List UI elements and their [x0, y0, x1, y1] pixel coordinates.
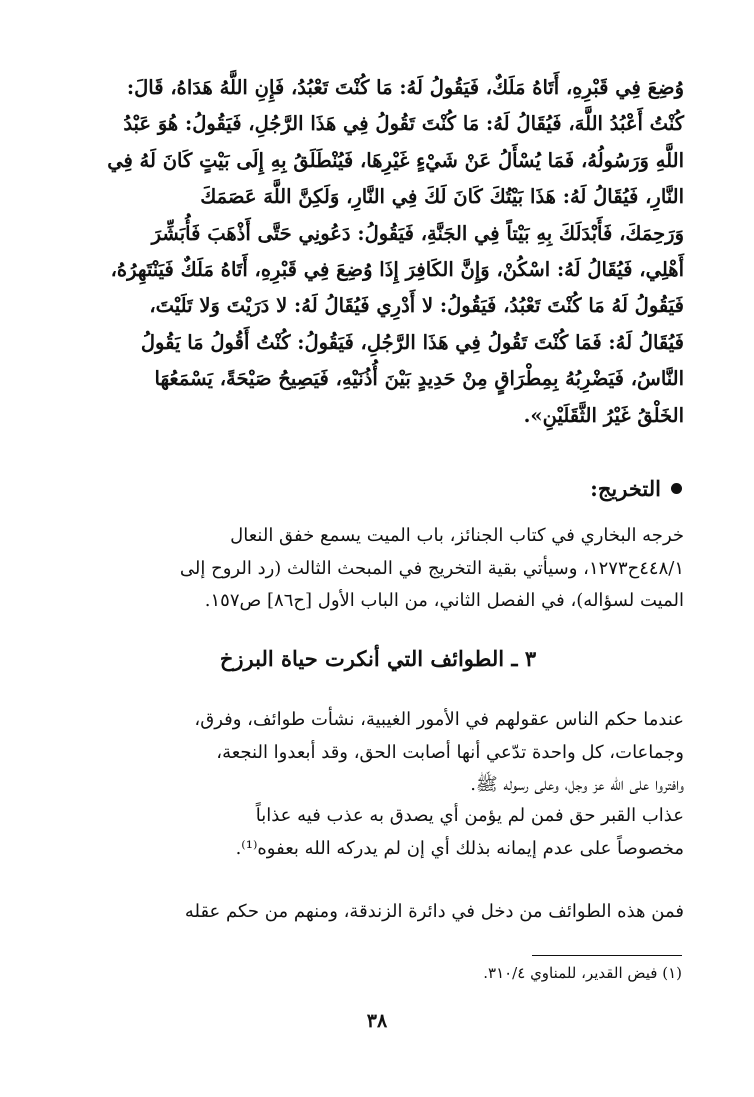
takhrij-heading-label: التخريج:	[590, 476, 661, 501]
hadith-line: النَّاسُ، فَيَضْرِبُهُ بِمِطْرَاقٍ مِنْ حَدِيدٍ بَيْنَ أُذُنَيْهِ، فَيَصِيحُ صَيْحَةً، يَسْمَعُهَا	[154, 367, 684, 391]
paragraph-line: وجماعات، كل واحدة تدّعي أنها أصابت الحق، وقد أبعدوا النجعة،	[216, 741, 684, 763]
takhrij-heading	[590, 476, 682, 501]
hadith-line: وَرَحِمَكَ، فَأَبْدَلَكَ بِهِ بَيْتاً فِي الجَنَّةِ، فَيَقُولُ: دَعُونِي حَتَّى أَذْهَبَ فَأُبَشِّرَ	[151, 221, 684, 245]
footnote-divider	[532, 955, 682, 956]
hadith-line: وُضِعَ فِي قَبْرِهِ، أَتَاهُ مَلَكٌ، فَيَقُولُ لَهُ: مَا كُنْتَ تَعْبُدُ، فَإِنِ اللَّهُ هَدَاهُ، قَالَ:	[126, 76, 684, 99]
takhrij-line: خرجه البخاري في كتاب الجنائز، باب الميت يسمع خفق النعال	[230, 525, 684, 546]
takhrij-line: الميت لسؤاله)، في الفصل الثاني، من الباب الأول [ح٨٦] ص١٥٧.	[204, 590, 684, 611]
paragraph-line: مخصوصاً على عدم إيمانه بذلك أي إن لم يدركه الله بعفوه⁽¹⁾.	[235, 837, 684, 859]
hadith-line: فَيَقُولُ لَهُ مَا كُنْتَ تَعْبُدُ، فَيَقُولُ: لا أَدْرِي فَيُقَالُ لَهُ: لا دَرَيْتَ وَلا تَلَيْتَ،	[149, 294, 684, 318]
hadith-line: فَيُقَالُ لَهُ: فَمَا كُنْتَ تَقُولُ فِي هَذَا الرَّجُلِ، فَيَقُولُ: كُنْتُ أَقُولُ مَا يَقُولُ	[140, 330, 684, 354]
hadith-line: النَّارِ، فَيُقَالُ لَهُ: هَذَا بَيْتُكَ كَانَ لَكَ فِي النَّارِ، وَلَكِنَّ اللَّهَ عَصَمَكَ	[200, 185, 684, 209]
paragraph-line: عذاب القبر حق فمن لم يؤمن أي يصدق به عذب فيه عذاباً	[255, 805, 684, 826]
paragraph	[72, 800, 684, 865]
hadith-line: كُنْتُ أَعْبُدُ اللَّهَ، فَيُقَالُ لَهُ: مَا كُنْتَ تَقُولُ فِي هَذَا الرَّجُلِ، فَيَقُولُ: هُوَ عَبْدُ	[123, 112, 684, 136]
page-number: ٣٨	[366, 1010, 388, 1032]
footnote: (١) فيض القدير، للمناوي ٣١٠/٤.	[483, 964, 682, 982]
paragraph-line: وافتروا على الله عز وجل، وعلى رسوله ﷺ.	[470, 774, 684, 795]
takhrij-text	[72, 520, 684, 618]
hadith-line: أَهْلِي، فَيُقَالُ لَهُ: اسْكُنْ، وَإِنَّ الكَافِرَ إِذَا وُضِعَ فِي قَبْرِهِ، أَتَاهُ مَلَكٌ فَيَنْتَهِرُهُ،	[110, 258, 684, 282]
paragraph-line: عندما حكم الناس عقولهم في الأمور الغيبية، نشأت طوائف، وفرق،	[194, 709, 684, 730]
hadith-line: اللَّهِ وَرَسُولُهُ، فَمَا يُسْأَلُ عَنْ شَيْءٍ غَيْرِهَا، فَيُنْطَلَقُ بِهِ إِلَى بَيْتٍ كَانَ لَهُ فِي	[107, 148, 684, 172]
paragraph	[72, 896, 684, 929]
bullet-icon	[671, 483, 682, 494]
hadith-line: الخَلْقُ غَيْرُ الثَّقَلَيْنِ».	[523, 403, 684, 427]
hadith-text	[72, 70, 684, 434]
paragraph-line: فمن هذه الطوائف من دخل في دائرة الزندقة، ومنهم من حكم عقله	[184, 901, 684, 922]
takhrij-line: ٤٤٨/١ح١٢٧٣، وسيأتي بقية التخريج في المبحث الثالث (رد الروح إلى	[179, 557, 684, 579]
section-heading: ٣ ـ الطوائف التي أنكرت حياة البرزخ	[219, 646, 537, 671]
paragraph	[72, 704, 684, 802]
